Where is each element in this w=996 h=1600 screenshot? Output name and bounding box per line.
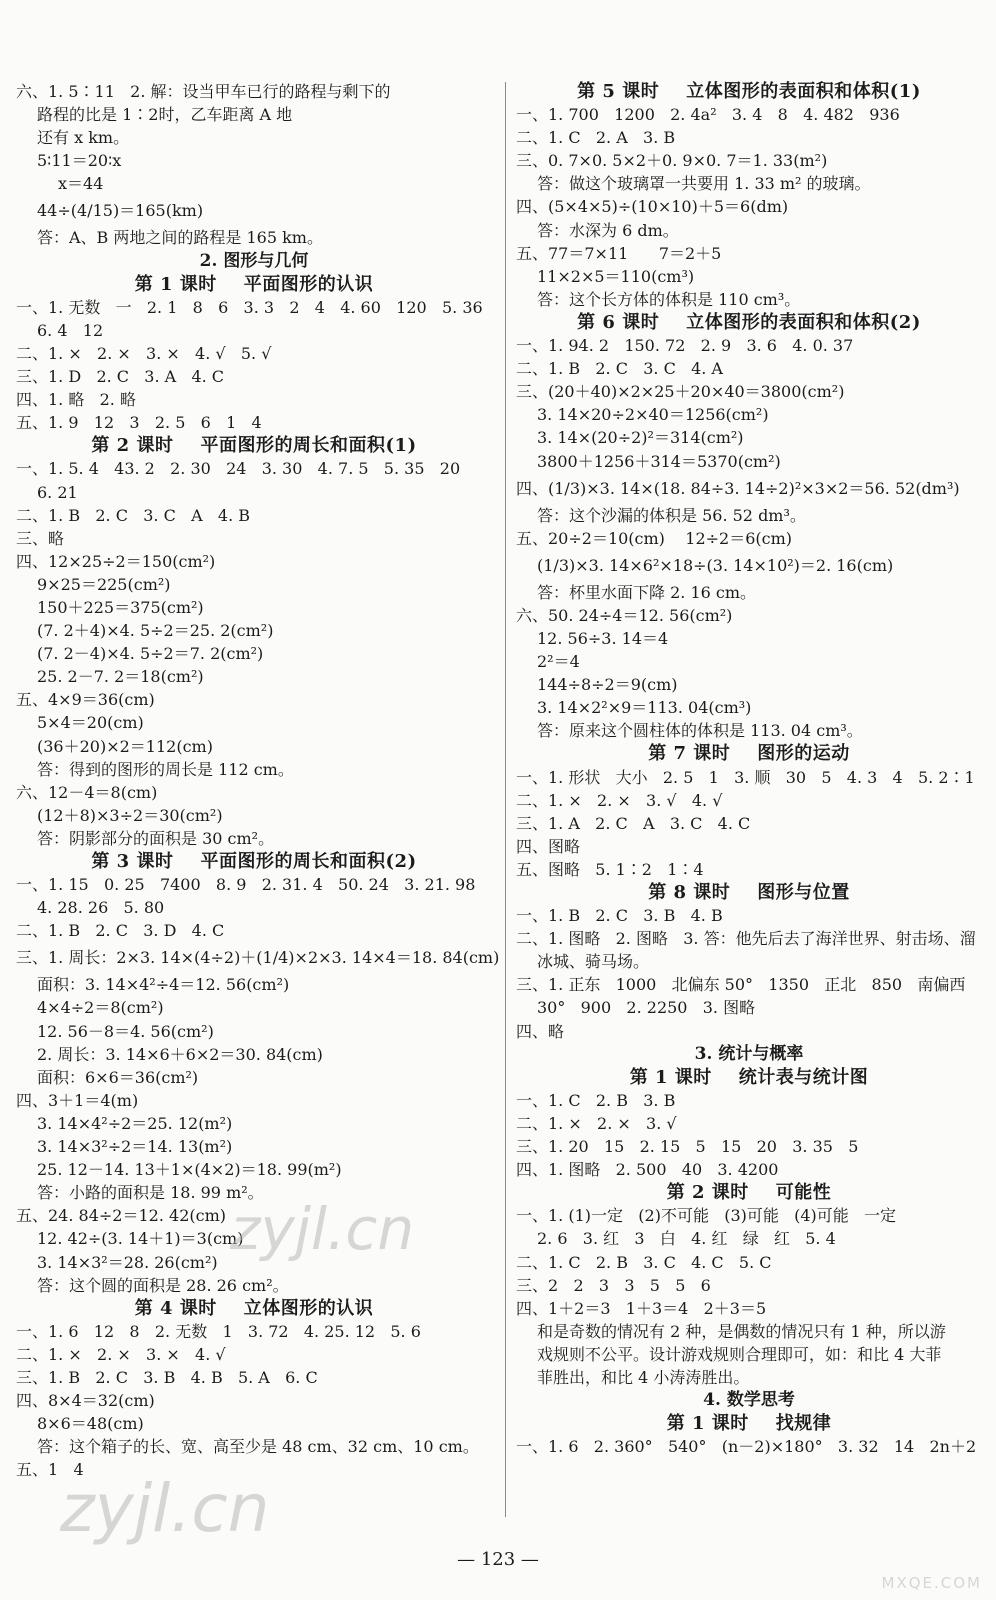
answer-line: 五、4×9＝36(cm)	[16, 690, 155, 710]
answer-line: 6. 21	[37, 482, 78, 502]
answer-line: 五、77＝7×11 7＝2＋5	[516, 243, 722, 263]
answer-line: 3. 14×4²÷2＝25. 12(m²)	[37, 1113, 233, 1133]
answer-line: 和是奇数的情况有 2 种，是偶数的情况只有 1 种，所以游	[537, 1321, 946, 1341]
answer-line: 8×6＝48(cm)	[37, 1414, 144, 1434]
answer-line: 菲胜出，和比 4 小涛涛胜出。	[537, 1367, 750, 1387]
answer-line: 2²＝4	[537, 652, 580, 672]
answer-line: 11×2×5＝110(cm³)	[537, 266, 695, 286]
answer-line: 答：阴影部分的面积是 30 cm²。	[37, 828, 275, 848]
answer-line: 一、1. 形状 大小 2. 5 1 3. 顺 30 5 4. 3 4 5. 2∶1	[516, 767, 975, 787]
column-divider	[505, 82, 506, 1517]
answer-line: 三、1. 周长：2×3. 14×(4÷2)＋(1/4)×2×3. 14×4＝18. 84(cm)	[16, 948, 500, 968]
answer-line: 一、1. B 2. C 3. B 4. B	[516, 906, 723, 926]
answer-line: 答：原来这个圆柱体的体积是 113. 04 cm³。	[537, 721, 863, 741]
answer-line: 一、1. (1)一定 (2)不可能 (3)可能 (4)可能 一定	[516, 1206, 897, 1226]
answer-line: 6. 4 12	[37, 320, 104, 340]
answer-line: 戏规则不公平。设计游戏规则合理即可，如：和比 4 大菲	[537, 1344, 942, 1364]
answer-line: 五、图略 5. 1∶2 1∶4	[516, 859, 704, 879]
answer-line: 三、1. 正东 1000 北偏东 50° 1350 正北 850 南偏西	[516, 975, 966, 995]
answer-line: 六、1. 5∶11 2. 解：设当甲车已行的路程与剩下的	[16, 82, 391, 101]
answer-line: 二、1. C 2. A 3. B	[516, 128, 676, 148]
answer-line: 答：这个沙漏的体积是 56. 52 dm³。	[537, 505, 806, 525]
lesson-heading: 第 7 课时 图形的运动	[648, 743, 850, 765]
answer-line: 二、1. × 2. × 3. √ 4. √	[516, 790, 723, 810]
answer-line: 12. 56÷3. 14＝4	[537, 628, 669, 648]
answer-line: 答：这个圆的面积是 28. 26 cm²。	[37, 1275, 289, 1295]
answer-line: 4. 28. 26 5. 80	[37, 898, 165, 918]
answer-line: 三、2 2 3 3 5 5 6	[516, 1275, 711, 1295]
answer-line: 四、1＋2＝3 1＋3＝4 2＋3＝5	[516, 1298, 767, 1318]
answer-line: 冰城、骑马场。	[537, 952, 650, 972]
lesson-heading: 第 6 课时 立体图形的表面积和体积(2)	[577, 311, 921, 333]
answer-line: 答：做这个玻璃罩一共要用 1. 33 m² 的玻璃。	[537, 174, 871, 194]
answer-line: 还有 x km。	[37, 128, 130, 148]
answer-line: 12. 42÷(3. 14＋1)＝3(cm)	[37, 1229, 244, 1249]
answer-line: 144÷8÷2＝9(cm)	[537, 675, 678, 695]
answer-line: 三、(20＋40)×2×25＋20×40＝3800(cm²)	[516, 382, 845, 402]
answer-line: 五、1 4	[16, 1460, 84, 1480]
answer-line: 三、1. A 2. C A 3. C 4. C	[516, 813, 751, 833]
answer-line: 一、1. 700 1200 2. 4a² 3. 4 8 4. 482 936	[516, 105, 900, 125]
lesson-heading: 第 4 课时 立体图形的认识	[134, 1297, 374, 1319]
answer-line: 答：水深为 6 dm。	[537, 220, 679, 240]
answer-line: 面积：6×6＝36(cm²)	[37, 1067, 199, 1087]
answer-line: 一、1. 5. 4 43. 2 2. 30 24 3. 30 4. 7. 5 5. 35 20	[16, 459, 461, 479]
answer-line: (7. 2＋4)×4. 5÷2＝25. 2(cm²)	[37, 621, 274, 641]
answer-line: 三、1. 20 15 2. 15 5 15 20 3. 35 5	[516, 1137, 859, 1157]
section-heading: 2. 图形与几何	[199, 250, 309, 271]
answer-line: 路程的比是 1∶2时，乙车距离 A 地	[37, 105, 293, 125]
answer-line: 四、(5×4×5)÷(10×10)＋5＝6(dm)	[516, 197, 789, 217]
lesson-heading: 第 5 课时 立体图形的表面积和体积(1)	[577, 81, 921, 102]
answer-line: 二、1. 图略 2. 图略 3. 答：他先后去了海洋世界、射击场、溜	[516, 929, 976, 949]
lesson-heading: 第 2 课时 平面图形的周长和面积(1)	[91, 435, 417, 457]
section-heading: 4. 数学思考	[703, 1390, 795, 1411]
answer-line: 一、1. 6 2. 360° 540° (n－2)×180° 3. 32 14 2n＋2	[516, 1437, 977, 1457]
answer-line: 六、50. 24÷4＝12. 56(cm²)	[516, 605, 733, 625]
answer-line: 四、12×25÷2＝150(cm²)	[16, 551, 216, 571]
answer-line: x＝44	[58, 174, 104, 194]
answer-line: 5∶11＝20∶x	[37, 151, 122, 171]
answer-line: 二、1. B 2. C 3. C 4. A	[516, 359, 723, 379]
answer-line: 四、略	[516, 1021, 565, 1041]
answer-line: 25. 2－7. 2＝18(cm²)	[37, 667, 204, 687]
answer-line: 四、(1/3)×3. 14×(18. 84÷3. 14÷2)²×3×2＝56. 52(dm³)	[516, 478, 960, 498]
lesson-heading: 第 1 课时 平面图形的认识	[134, 273, 374, 295]
answer-line: 一、1. 15 0. 25 7400 8. 9 2. 31. 4 50. 24 3. 21. 98	[16, 875, 476, 895]
answer-line: 3. 14×3²÷2＝14. 13(m²)	[37, 1137, 233, 1157]
answer-line: 一、1. C 2. B 3. B	[516, 1090, 676, 1110]
answer-line: 四、1. 略 2. 略	[16, 390, 136, 410]
answer-line: 2. 6 3. 红 3 白 4. 红 绿 红 5. 4	[537, 1229, 836, 1249]
answer-line: 150＋225＝375(cm²)	[37, 597, 204, 617]
answer-line: 五、1. 9 12 3 2. 5 6 1 4	[16, 413, 262, 433]
answer-line: 一、1. 无数 一 2. 1 8 6 3. 3 2 4 4. 60 120 5. 36	[16, 297, 483, 317]
answer-line: 9×25＝225(cm²)	[37, 574, 171, 594]
answer-line: 四、8×4＝32(cm)	[16, 1391, 155, 1411]
watermark-site: MXQE.COM	[881, 1574, 982, 1592]
answer-line: 3. 14×2²×9＝113. 04(cm³)	[537, 698, 752, 718]
answer-line: 二、1. B 2. C 3. C A 4. B	[16, 505, 250, 525]
answer-line: 四、1. 图略 2. 500 40 3. 4200	[516, 1160, 779, 1180]
answer-line: 二、1. × 2. × 3. × 4. √	[16, 1344, 226, 1364]
answer-line: 答：这个长方体的体积是 110 cm³。	[537, 289, 801, 309]
answer-line: 12. 56－8＝4. 56(cm²)	[37, 1021, 214, 1041]
answer-line: 二、1. B 2. C 3. D 4. C	[16, 921, 225, 941]
answer-line: 三、1. D 2. C 3. A 4. C	[16, 367, 225, 387]
answer-line: (1/3)×3. 14×6²×18÷(3. 14×10²)＝2. 16(cm)	[537, 555, 894, 575]
lesson-heading: 第 1 课时 统计表与统计图	[629, 1066, 869, 1088]
answer-line: 3800＋1256＋314＝5370(cm²)	[537, 451, 781, 471]
answer-line: (36＋20)×2＝112(cm)	[37, 736, 213, 756]
answer-line: 答：小路的面积是 18. 99 m²。	[37, 1183, 264, 1203]
answer-line: 面积：3. 14×4²÷4＝12. 56(cm²)	[37, 975, 290, 995]
left-column	[16, 80, 500, 1481]
answer-line: 四、3＋1＝4(m)	[16, 1090, 139, 1110]
answer-line: 四、图略	[516, 836, 581, 856]
answer-line: 三、略	[16, 528, 65, 548]
answer-line: 三、1. B 2. C 3. B 4. B 5. A 6. C	[16, 1367, 318, 1387]
answer-line: 一、1. 6 12 8 2. 无数 1 3. 72 4. 25. 12 5. 6	[16, 1321, 421, 1341]
answer-line: 2. 周长：3. 14×6＋6×2＝30. 84(cm)	[37, 1044, 323, 1064]
answer-line: 二、1. × 2. × 3. √	[516, 1113, 677, 1133]
answer-line: 六、12－4＝8(cm)	[16, 782, 158, 802]
answer-line: 三、0. 7×0. 5×2＋0. 9×0. 7＝1. 33(m²)	[516, 151, 828, 171]
answer-line: 44÷(4/15)＝165(km)	[37, 201, 204, 221]
answer-line: 答：A、B 两地之间的路程是 165 km。	[37, 228, 323, 248]
answer-line: 5×4＝20(cm)	[37, 713, 144, 733]
right-column	[516, 80, 982, 1458]
page-number: — 123 —	[457, 1549, 539, 1570]
lesson-heading: 第 8 课时 图形与位置	[648, 882, 850, 903]
answer-line: 3. 14×3²＝28. 26(cm²)	[37, 1252, 218, 1272]
answer-line: 答：杯里水面下降 2. 16 cm。	[537, 582, 757, 602]
answer-line: 3. 14×(20÷2)²＝314(cm²)	[537, 428, 744, 448]
section-heading: 3. 统计与概率	[694, 1043, 804, 1064]
answer-line: 二、1. × 2. × 3. × 4. √ 5. √	[16, 343, 272, 363]
answer-line: 答：这个箱子的长、宽、高至少是 48 cm、32 cm、10 cm。	[37, 1437, 479, 1457]
lesson-heading: 第 2 课时 可能性	[666, 1182, 832, 1204]
watermark-logo: zyjl.cn	[230, 1195, 415, 1263]
answer-line: 答：得到的图形的周长是 112 cm。	[37, 759, 294, 779]
answer-line: 3. 14×20÷2×40＝1256(cm²)	[537, 405, 769, 425]
answer-line: 4×4÷2＝8(cm²)	[37, 998, 164, 1018]
answer-line: 五、20÷2＝10(cm) 12÷2＝6(cm)	[516, 528, 793, 548]
answer-line: (12＋8)×3÷2＝30(cm²)	[37, 805, 223, 825]
watermark-logo: zyjl.cn	[60, 1470, 270, 1547]
answer-line: 一、1. 94. 2 150. 72 2. 9 3. 6 4. 0. 37	[516, 336, 854, 356]
answer-line: 五、24. 84÷2＝12. 42(cm)	[16, 1206, 226, 1226]
answer-line: 二、1. C 2. B 3. C 4. C 5. C	[516, 1252, 772, 1272]
lesson-heading: 第 3 课时 平面图形的周长和面积(2)	[91, 851, 417, 872]
answer-line: (7. 2－4)×4. 5÷2＝7. 2(cm²)	[37, 644, 264, 664]
answer-line: 30° 900 2. 2250 3. 图略	[537, 998, 756, 1018]
lesson-heading: 第 1 课时 找规律	[666, 1413, 832, 1435]
answer-line: 25. 12－14. 13＋1×(4×2)＝18. 99(m²)	[37, 1160, 342, 1180]
